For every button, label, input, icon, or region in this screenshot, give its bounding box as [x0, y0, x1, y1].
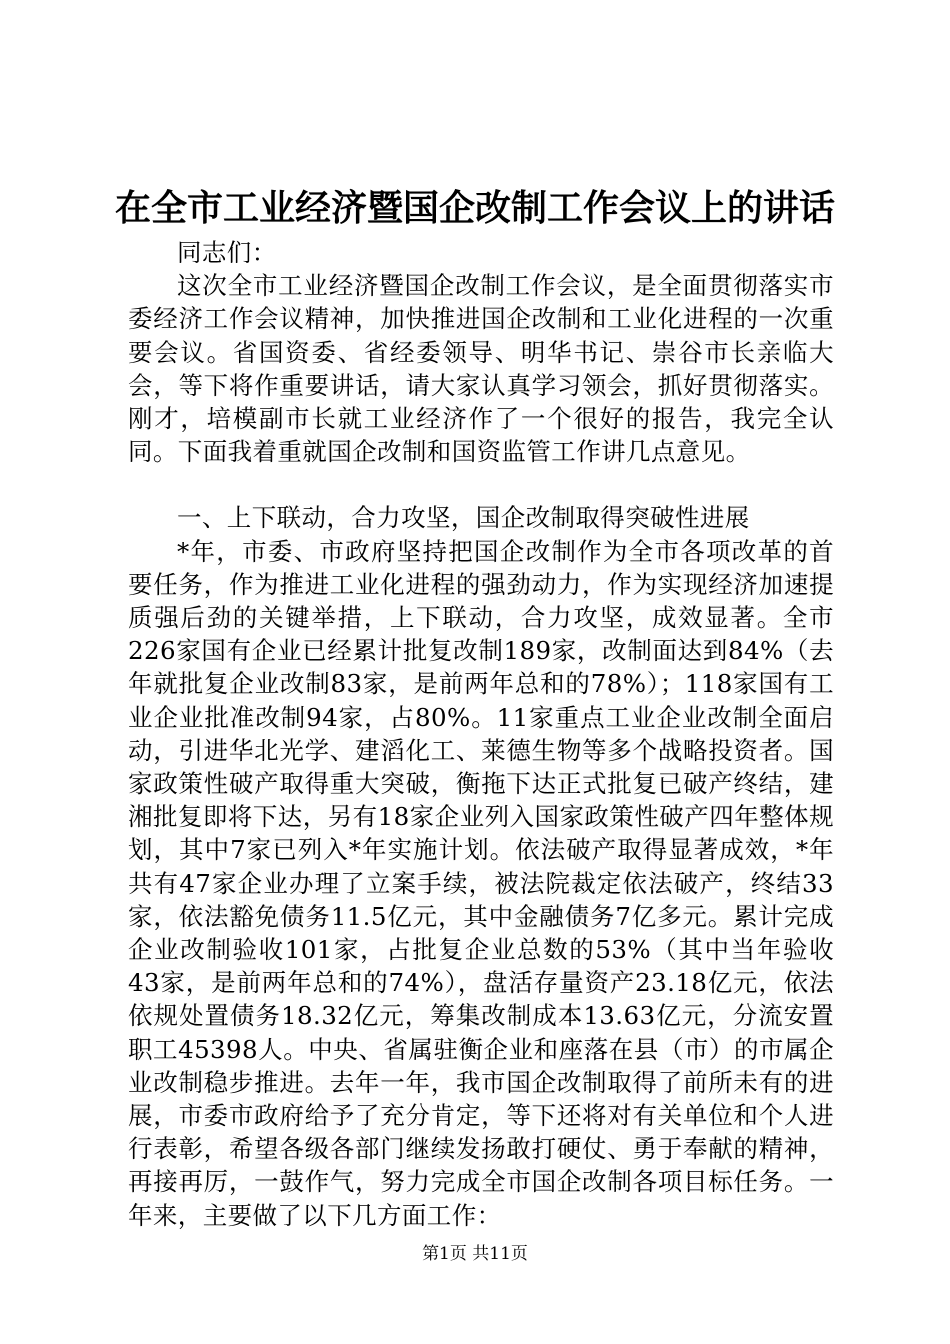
page-footer: 第1页 共11页: [422, 1244, 528, 1264]
section-paragraph: *年，市委、市政府坚持把国企改制作为全市各项改革的首要任务，作为推进工业化进程的强劲动力，作为实现经济加速提质强后劲的关键举措，上下联动，合力攻坚，成效显著。全市226家国有企业已经累计批复改制189家，改制面达到84%（去年就批复企业改制83家，是前两年总和的78%）；118家国有工业企业批准改制94家，占80%。11家重点工业企业改制全面启动，引进华北光学、建滔化工、莱德生物等多个战略投资者。国家政策性破产取得重大突破，衡拖下达正式批复已破产终结，建湘批复即将下达，另有18家企业列入国家政策性破产四年整体规划，其中7家已列入*年实施计划。依法破产取得显著成效，*年共有47家企业办理了立案手续，被法院裁定依法破产，终结33家，依法豁免债务11.5亿元，其中金融债务7亿多元。累计完成企业改制验收101家，占批复企业总数的53%（其中当年验收43家，是前两年总和的74%），盘活存量资产23.18亿元，依法依规处置债务18.32亿元，筹集改制成本13.63亿元，分流安置职工45398人。中央、省属驻衡企业和座落在县（市）的市属企业改制稳步推进。去年一年，我市国企改制取得了前所未有的进展，市委市政府给予了充分肯定，等下还将对有关单位和个人进行表彰，希望各级各部门继续发扬敢打硬仗、勇于奉献的精神，再接再厉，一鼓作气，努力完成全市国企改制各项目标任务。一年来，主要做了以下几方面工作：: [128, 536, 834, 1230]
paragraph-spacer: [128, 468, 834, 501]
section-heading: 一、上下联动，合力攻坚，国企改制取得突破性进展: [177, 503, 750, 533]
intro-paragraph: 这次全市工业经济暨国企改制工作会议，是全面贯彻落实市委经济工作会议精神，加快推进国企改制和工业化进程的一次重要会议。省国资委、省经委领导、明华书记、崇谷市长亲临大会，等下将作重要讲话，请大家认真学习领会，抓好贯彻落实。刚才，培模副市长就工业经济作了一个很好的报告，我完全认同。下面我着重就国企改制和国资监管工作讲几点意见。: [128, 271, 834, 467]
document-title: 在全市工业经济暨国企改制工作会议上的讲话: [114, 188, 835, 229]
document-body: [128, 236, 834, 1232]
salutation: 同志们：: [177, 238, 277, 267]
